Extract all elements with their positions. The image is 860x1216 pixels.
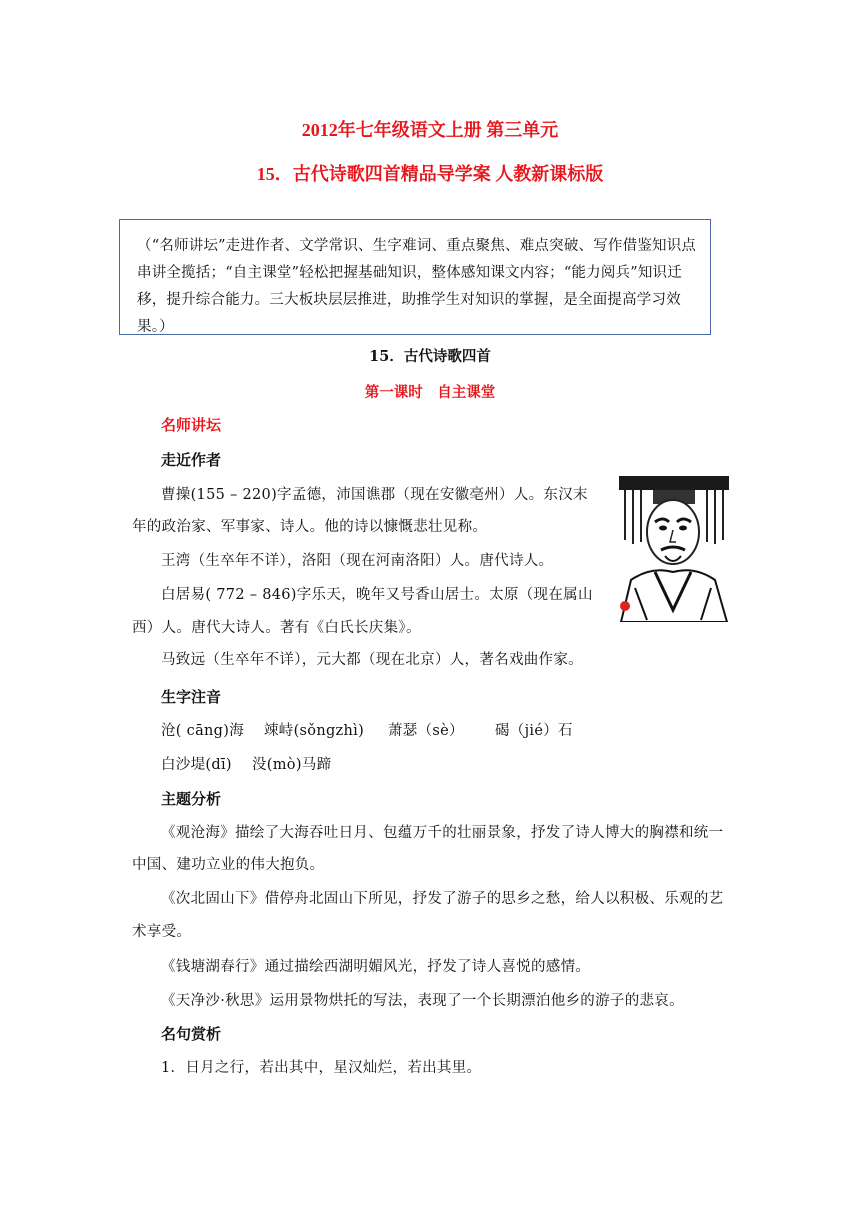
quotes-heading: 名句赏析 <box>161 1025 222 1043</box>
pinyin-item: 竦峙(sǒngzhì) <box>264 723 365 739</box>
theme-guan-line1: 《观沧海》描绘了大海吞吐日月、包蕴万千的壮丽景象，抒发了诗人博大的胸襟和统一 <box>161 825 724 841</box>
author-cao-line1: 曹操(155 – 220)字孟德，沛国谯郡（现在安徽亳州）人。东汉末 <box>161 487 588 503</box>
intro-box <box>119 219 711 335</box>
theme-guan-line2: 中国、建功立业的伟大抱负。 <box>132 857 325 873</box>
lesson-title: 第一课时 自主课堂 <box>364 384 496 401</box>
cao-cao-portrait-image <box>611 470 735 622</box>
author-bai-line2: 西）人。唐代大诗人。著有《白氏长庆集》。 <box>132 620 421 636</box>
pinyin-item: 没(mò)马蹄 <box>252 757 332 773</box>
author-cao-line2: 年的政治家、军事家、诗人。他的诗以慷慨悲壮见称。 <box>132 519 488 535</box>
pinyin-item: 碣（jié）石 <box>495 723 573 739</box>
intro-text: （“名师讲坛”走进作者、文学常识、生字难词、重点聚焦、难点突破、写作借鉴知识点串讲全揽括；“自主课堂”轻松把握基础知识，整体感知课文内容；“能力阅兵”知识迁移，提升综合能力。三大板块层层推进，助推学生对知识的掌握，是全面提高学习效果。） <box>137 238 697 335</box>
theme-tian: 《天净沙·秋思》运用景物烘托的写法，表现了一个长期漂泊他乡的游子的悲哀。 <box>161 993 684 1009</box>
theme-ci-line1: 《次北固山下》借停舟北固山下所见，抒发了游子的思乡之愁，给人以积极、乐观的艺 <box>161 891 724 907</box>
page-title-line2: 15．古代诗歌四首精品导学案 人教新课标版 <box>256 164 604 184</box>
page-title-line1: 2012年七年级语文上册 第三单元 <box>301 120 559 140</box>
author-bai-line1: 白居易( 772 – 846)字乐天，晚年又号香山居士。太原（现在属山 <box>161 587 593 603</box>
column-title: 名师讲坛 <box>161 416 222 434</box>
author-wang: 王湾（生卒年不详），洛阳（现在河南洛阳）人。唐代诗人。 <box>161 553 554 569</box>
themes-heading: 主题分析 <box>161 790 222 808</box>
pinyin-item: 白沙堤(dī) <box>161 757 232 773</box>
quote-item-1: 1．日月之行，若出其中，星汉灿烂，若出其里。 <box>161 1060 482 1076</box>
section-title: 15．古代诗歌四首 <box>369 348 491 365</box>
author-ma: 马致远（生卒年不详），元大都（现在北京）人，著名戏曲作家。 <box>161 652 583 668</box>
authors-heading: 走近作者 <box>161 451 222 469</box>
theme-qian: 《钱塘湖春行》通过描绘西湖明媚风光，抒发了诗人喜悦的感情。 <box>161 959 591 975</box>
theme-ci-line2: 术享受。 <box>132 924 192 940</box>
pinyin-item: 萧瑟（sè） <box>388 723 464 739</box>
pinyin-item: 沧( cāng)海 <box>161 723 245 739</box>
pinyin-heading: 生字注音 <box>161 688 222 706</box>
